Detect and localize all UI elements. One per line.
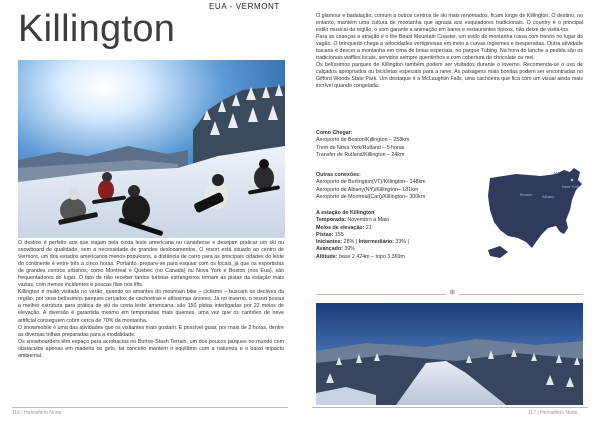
other-connections-heading: Outras conexões:: [316, 172, 361, 178]
left-paragraph: Killington é muito visitada no verão, quando os amantes do mountain bike – ciclismo – buscam os declives da região, por seus belíssimos parques cercados de cachoeiras e altíssimas árvores. Já no inverno, o resort possui a melhor estrutura para prática de ski da costa leste americana, são 150 pistas interligadas por 22 meios de elevação. A diversão é garantida mesmo em temporadas mais quentes, uma vez que os canhões de neve artificial conseguem cobrir cerca de 70% da montanha.: [18, 289, 284, 324]
right-article-body: [316, 13, 583, 91]
snowflake-icon: ❄: [449, 288, 456, 297]
connection-line: Aeroporto de Albany(NY)/Killington– 181km: [316, 186, 419, 193]
left-paragraph: O destino é perfeito aos que viajam pela costa leste americana ou canadense e desejam praticar um ski ou snowboard de qualidade, sem a necessidade de grandes deslocamentos. O resort está situado ao centro de Vermont, um dos estados americanos menos populosos, a distância de carro para as principais cidades do leste do continente é entre três a cinco horas. Portanto, prepare-se para esquiar com os locais, já que os esportistas de grandes centros urbanos, como Montreal e Quebec (no Canadá) ou Nova York e Boston (nos Eua), são frequentadores do lugar. O fato de não receber tantos turistas estrangeiros tornam as pistas da estação mais vazias, com menos incidentes e poucas filas nos lifts.: [18, 240, 284, 289]
killington-marker-icon: [571, 179, 574, 182]
fact-row: Meios de elevação: 21: [316, 224, 372, 231]
left-footer-rule: [12, 407, 288, 408]
divider-rule-right: [459, 294, 583, 295]
right-paragraph: O glamour e badalação, comum a outros centros de ski mais renomados, ficam longe de Killington. O destino, no entanto, mantém uma cultura de montanha que agrada aos esquiadores tradicionais. O country é o principal estilo musical da região, o som garante a animação em bares e restaurantes típicos, não deixe de visitá-los.: [316, 13, 583, 34]
how-to-arrive-heading: Como Chegar:: [316, 130, 353, 136]
page-title: Killington: [18, 8, 176, 50]
usa-location-map: [486, 168, 586, 266]
connection-line: Aeroporto de Montreal(Can)/Killington– 300km: [316, 193, 426, 200]
fact-row: Altitude: base 2.424m – topo 3.369m: [316, 253, 405, 260]
map-label-boston: Boston: [520, 192, 533, 197]
left-paragraph: O snowmobile é uma das atividades que os visitantes mais gostam. É possível guiar, por mais de 2 horas, dentre as diversas trilhas preparadas para a modalidade.: [18, 324, 284, 338]
fact-row: Iniciantes: 28% | Intermediário: 33% |: [316, 239, 409, 246]
right-page-footer: 117 | Hemisfério Norte: [528, 410, 578, 416]
fact-row: Avançado: 39%: [316, 246, 355, 253]
snowboarders-photo: [18, 60, 285, 238]
right-paragraph: Para as crianças a atração é o the Beast Mountain Coaster, um estilo de montanha russa com trenós no lugar do vagão. O brinquedo chega a velocidades vertiginosas em meio a curvas íngremes e inesperadas. Outra atividade bacana é descer a montanha em cima de boias especiais, no parque Tubing. Na hora do lanche a pedida são os tradicionais waffles locais, servidos sempre quentinhos e com cobertura de chocolate ou mel.: [316, 34, 583, 62]
region-label: EUA - VERMONT: [209, 2, 280, 11]
other-connections-section: [316, 172, 506, 201]
route-line: Transfer de Rutland/Killington – 24km: [316, 151, 405, 158]
route-line: Aeroporto de Boston/Killington – 258km: [316, 137, 410, 144]
right-paragraph: Os belíssimos parques de Killington também podem ser visitados durante o inverno. Recomenda-se o uso de calçados apropriados ou bicicletas especiais para a neve. As paisagens mais bonitas podem ser encontradas no Gifford Woods State Park. Um destaque é a McLaughlin Falls, uma cachoeira que fica com um visual ainda mais incrível quando congelada.: [316, 62, 583, 90]
left-page-footer: 116 | Hemisfério Norte: [12, 410, 62, 416]
left-article-body: [18, 240, 284, 360]
fact-row: Pistas: 155: [316, 231, 344, 238]
resort-facts-heading: A estação de Killington: [316, 210, 375, 216]
map-label-albany: Albany: [542, 194, 555, 199]
landscape-photo: [316, 303, 583, 405]
divider-rule-left: [316, 294, 446, 295]
how-to-arrive-section: [316, 130, 506, 159]
left-paragraph: Os snowboarders têm espaço para acrobacias no Burton Stash Terrain, um dos poucos parques no mundo com obstáculos apenas em madeira ou gelo, tal conceito mantém o equilíbrio com a natureza e o baixo impacto ambiental.: [18, 338, 284, 359]
fact-row: Temporada: Novembro a Maio: [316, 217, 390, 224]
right-footer-rule: [312, 407, 588, 408]
connection-line: Aeroporto de Burlington(VT)/Killington– 148km: [316, 179, 426, 186]
map-label-killington: Killington: [554, 172, 575, 178]
map-label-new-york: New York: [562, 184, 579, 189]
route-line: Trem de Nova York/Rutland – 5 horas: [316, 144, 405, 151]
